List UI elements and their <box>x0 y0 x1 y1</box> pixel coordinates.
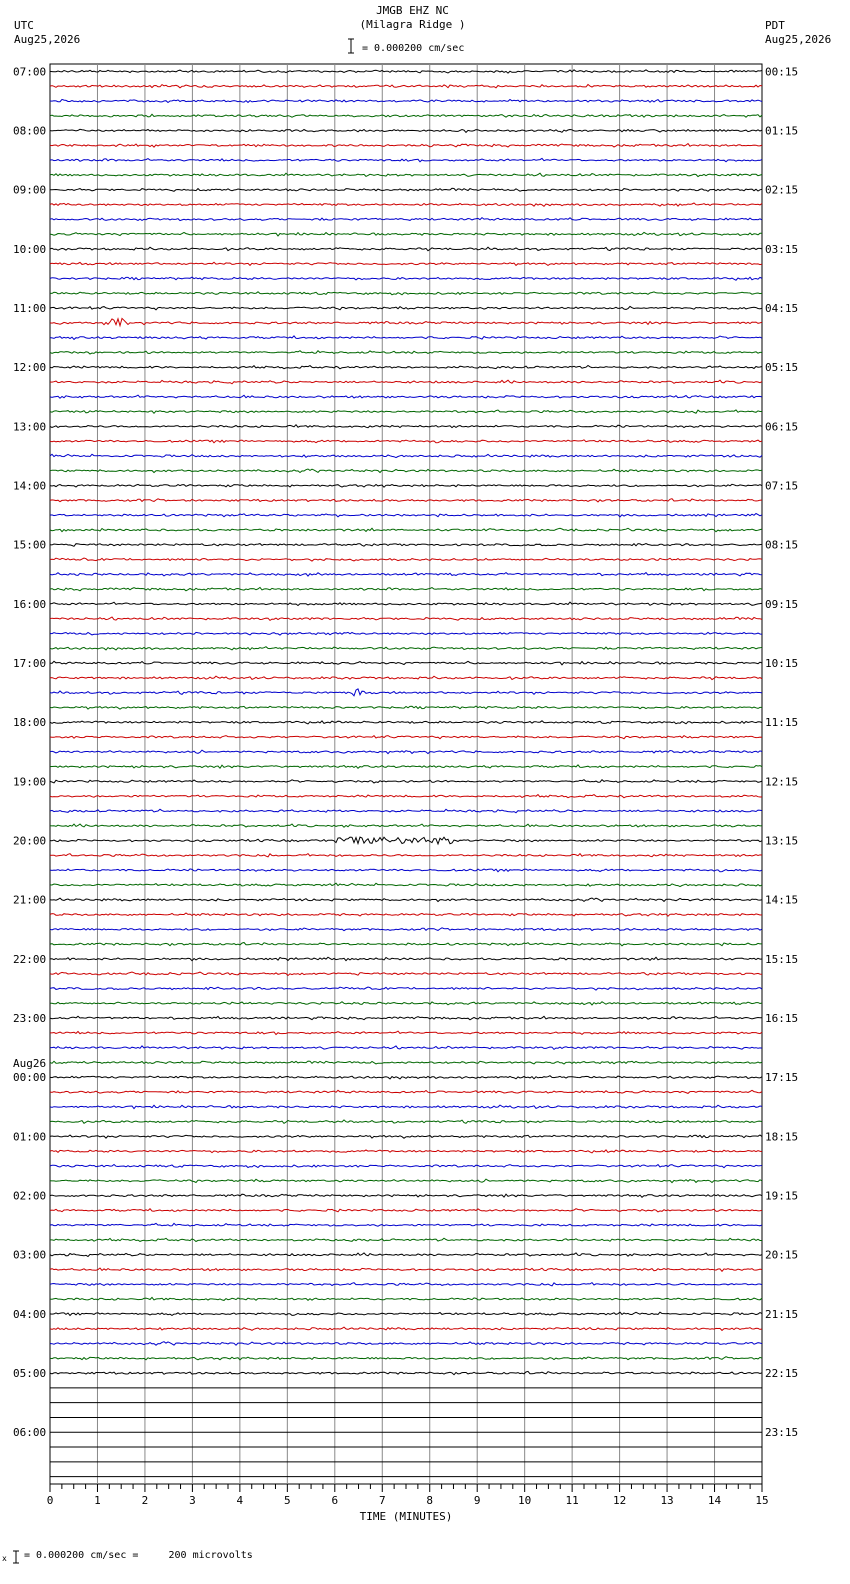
pdt-hour-label: 00:15 <box>765 65 799 79</box>
trace-line <box>50 1371 762 1374</box>
trace-line <box>50 721 762 724</box>
utc-hour-label: 08:00 <box>13 124 47 138</box>
trace-line <box>50 1002 762 1005</box>
pdt-hour-label: 08:15 <box>765 538 799 552</box>
trace-line <box>50 1061 762 1064</box>
utc-hour-label: 23:00 <box>13 1012 47 1026</box>
trace-line <box>50 632 762 635</box>
utc-hour-label: 02:00 <box>13 1189 47 1203</box>
x-tick-label: 0 <box>46 1494 54 1507</box>
footer-scale-note: = 0.000200 cm/sec = 200 microvolts <box>24 1550 253 1561</box>
trace-line <box>50 528 762 531</box>
trace-line <box>50 558 762 561</box>
trace-line <box>50 1090 762 1093</box>
footer-mark <box>2 1549 26 1565</box>
trace-line <box>50 869 762 872</box>
trace-line <box>50 318 762 325</box>
trace-line <box>50 203 762 206</box>
trace-line <box>50 1357 762 1360</box>
trace-line <box>50 1031 762 1034</box>
trace-line <box>50 262 762 265</box>
trace-line <box>50 218 762 221</box>
pdt-hour-label: 12:15 <box>765 775 799 789</box>
x-tick-label: 14 <box>707 1494 722 1507</box>
trace-line <box>50 1209 762 1212</box>
x-tick-label: 8 <box>426 1494 434 1507</box>
utc-hour-label: 07:00 <box>13 65 47 79</box>
trace-line <box>50 188 762 191</box>
utc-hour-label: 18:00 <box>13 716 47 730</box>
trace-line <box>50 1253 762 1257</box>
site-name: (Milagra Ridge ) <box>359 18 466 31</box>
pdt-hour-label: 14:15 <box>765 893 799 907</box>
pdt-hour-label: 15:15 <box>765 952 799 966</box>
pdt-hour-label: 09:15 <box>765 597 799 611</box>
trace-line <box>50 928 762 931</box>
trace-line <box>50 454 762 457</box>
x-tick-label: 1 <box>94 1494 101 1507</box>
x-tick-label: 15 <box>755 1494 769 1507</box>
pdt-hour-label: 11:15 <box>765 716 799 730</box>
trace-line <box>50 469 762 473</box>
x-tick-label: 3 <box>189 1494 196 1507</box>
trace-line <box>50 676 762 680</box>
trace-line <box>50 158 762 161</box>
trace-line <box>50 277 762 280</box>
pdt-hour-label: 03:15 <box>765 242 799 256</box>
trace-line <box>50 689 762 696</box>
pdt-hour-label: 05:15 <box>765 361 799 375</box>
utc-hour-label: 19:00 <box>13 775 47 789</box>
utc-hour-label: 04:00 <box>13 1307 47 1321</box>
pdt-hour-label: 16:15 <box>765 1012 799 1026</box>
trace-line <box>50 706 762 709</box>
utc-hour-label: 01:00 <box>13 1130 47 1144</box>
trace-line <box>50 410 762 413</box>
trace-line <box>50 587 762 590</box>
trace-line <box>50 1165 762 1168</box>
x-tick-label: 7 <box>378 1494 386 1507</box>
trace-line <box>50 336 762 340</box>
trace-line <box>50 1268 762 1271</box>
utc-zone-label: UTC <box>14 19 34 32</box>
pdt-hour-label: 19:15 <box>765 1189 799 1203</box>
trace-line <box>50 1016 762 1020</box>
trace-line <box>50 854 762 857</box>
trace-line <box>50 232 762 236</box>
utc-hour-label: 15:00 <box>13 538 47 552</box>
trace-line <box>50 837 762 844</box>
trace-line <box>50 809 762 812</box>
trace-line <box>50 366 762 369</box>
trace-line <box>50 99 762 102</box>
pdt-hour-label: 21:15 <box>765 1307 799 1321</box>
trace-line <box>50 129 762 132</box>
utc-hour-label: 14:00 <box>13 479 47 493</box>
trace-line <box>50 987 762 990</box>
pdt-hour-label: 10:15 <box>765 657 799 671</box>
trace-line <box>50 1179 762 1183</box>
trace-line <box>50 780 762 783</box>
trace-line <box>50 247 762 251</box>
pdt-date-label: Aug25,2026 <box>765 33 832 46</box>
trace-line <box>50 957 762 961</box>
trace-line <box>50 573 762 577</box>
utc-hour-label: 17:00 <box>13 657 47 671</box>
trace-line <box>50 484 762 487</box>
x-tick-label: 5 <box>284 1494 291 1507</box>
trace-line <box>50 661 762 665</box>
x-tick-label: 4 <box>236 1494 244 1507</box>
pdt-hour-label: 07:15 <box>765 479 799 493</box>
x-tick-label: 11 <box>565 1494 579 1507</box>
trace-line <box>50 602 762 605</box>
trace-line <box>50 85 762 88</box>
utc-hour-label: 05:00 <box>13 1367 47 1381</box>
trace-line <box>50 306 762 309</box>
utc-date-label: Aug25,2026 <box>14 33 81 46</box>
station-title: JMGB EHZ NC <box>376 4 449 17</box>
trace-line <box>50 1327 762 1330</box>
trace-line <box>50 913 762 916</box>
x-tick-label: 9 <box>473 1494 481 1507</box>
utc-hour-label: 06:00 <box>13 1426 47 1440</box>
trace-line <box>50 1135 762 1138</box>
trace-line <box>50 114 762 117</box>
trace-line <box>50 499 762 502</box>
x-tick-label: 12 <box>612 1494 627 1507</box>
trace-line <box>50 1238 762 1241</box>
utc-hour-label: 20:00 <box>13 834 47 848</box>
trace-line <box>50 1046 762 1050</box>
trace-line <box>50 1150 762 1153</box>
x-tick-label: 2 <box>141 1494 149 1507</box>
x-axis-label: TIME (MINUTES) <box>359 1510 453 1523</box>
utc-hour-label: 00:00 <box>13 1071 47 1085</box>
pdt-hour-label: 13:15 <box>765 834 799 848</box>
pdt-hour-label: 22:15 <box>765 1367 799 1381</box>
trace-line <box>50 736 762 739</box>
trace-line <box>50 144 762 148</box>
utc-hour-label: 22:00 <box>13 952 47 966</box>
svg-text:x: x <box>2 1554 7 1563</box>
trace-line <box>50 647 762 650</box>
utc-hour-label: 09:00 <box>13 183 47 197</box>
trace-line <box>50 1223 762 1226</box>
trace-line <box>50 380 762 384</box>
trace-line <box>50 1312 762 1315</box>
trace-line <box>50 1283 762 1286</box>
trace-line <box>50 824 762 827</box>
trace-line <box>50 1342 762 1346</box>
pdt-hour-label: 18:15 <box>765 1130 799 1144</box>
pdt-zone-label: PDT <box>765 19 785 32</box>
pdt-hour-label: 17:15 <box>765 1071 799 1085</box>
pdt-hour-label: 04:15 <box>765 302 799 316</box>
trace-line <box>50 795 762 798</box>
utc-date-change-label: Aug26 <box>13 1057 47 1071</box>
pdt-hour-label: 01:15 <box>765 124 799 138</box>
trace-line <box>50 173 762 176</box>
trace-line <box>50 544 762 547</box>
trace-line <box>50 440 762 443</box>
utc-hour-label: 12:00 <box>13 361 47 375</box>
x-tick-label: 10 <box>518 1494 532 1507</box>
trace-line <box>50 425 762 428</box>
trace-line <box>50 514 762 517</box>
utc-hour-label: 16:00 <box>13 597 47 611</box>
trace-line <box>50 1105 762 1109</box>
x-tick-label: 13 <box>660 1494 674 1507</box>
trace-line <box>50 292 762 295</box>
trace-line <box>50 972 762 976</box>
utc-hour-label: 03:00 <box>13 1248 47 1262</box>
trace-line <box>50 1297 762 1300</box>
utc-hour-label: 13:00 <box>13 420 47 434</box>
utc-hour-label: 10:00 <box>13 242 47 256</box>
pdt-hour-label: 06:15 <box>765 420 799 434</box>
trace-line <box>50 883 762 886</box>
trace-line <box>50 750 762 754</box>
trace-line <box>50 70 762 73</box>
trace-line <box>50 1076 762 1079</box>
trace-line <box>50 617 762 620</box>
x-tick-label: 6 <box>331 1494 339 1507</box>
trace-line <box>50 351 762 354</box>
trace-line <box>50 943 762 946</box>
pdt-hour-label: 23:15 <box>765 1426 799 1440</box>
trace-line <box>50 898 762 902</box>
trace-line <box>50 1120 762 1124</box>
pdt-hour-label: 20:15 <box>765 1248 799 1262</box>
utc-hour-label: 11:00 <box>13 302 47 316</box>
trace-line <box>50 1194 762 1197</box>
utc-hour-label: 21:00 <box>13 893 47 907</box>
pdt-hour-label: 02:15 <box>765 183 799 197</box>
trace-line <box>50 765 762 768</box>
trace-line <box>50 395 762 398</box>
scale-label: = 0.000200 cm/sec <box>362 43 465 54</box>
